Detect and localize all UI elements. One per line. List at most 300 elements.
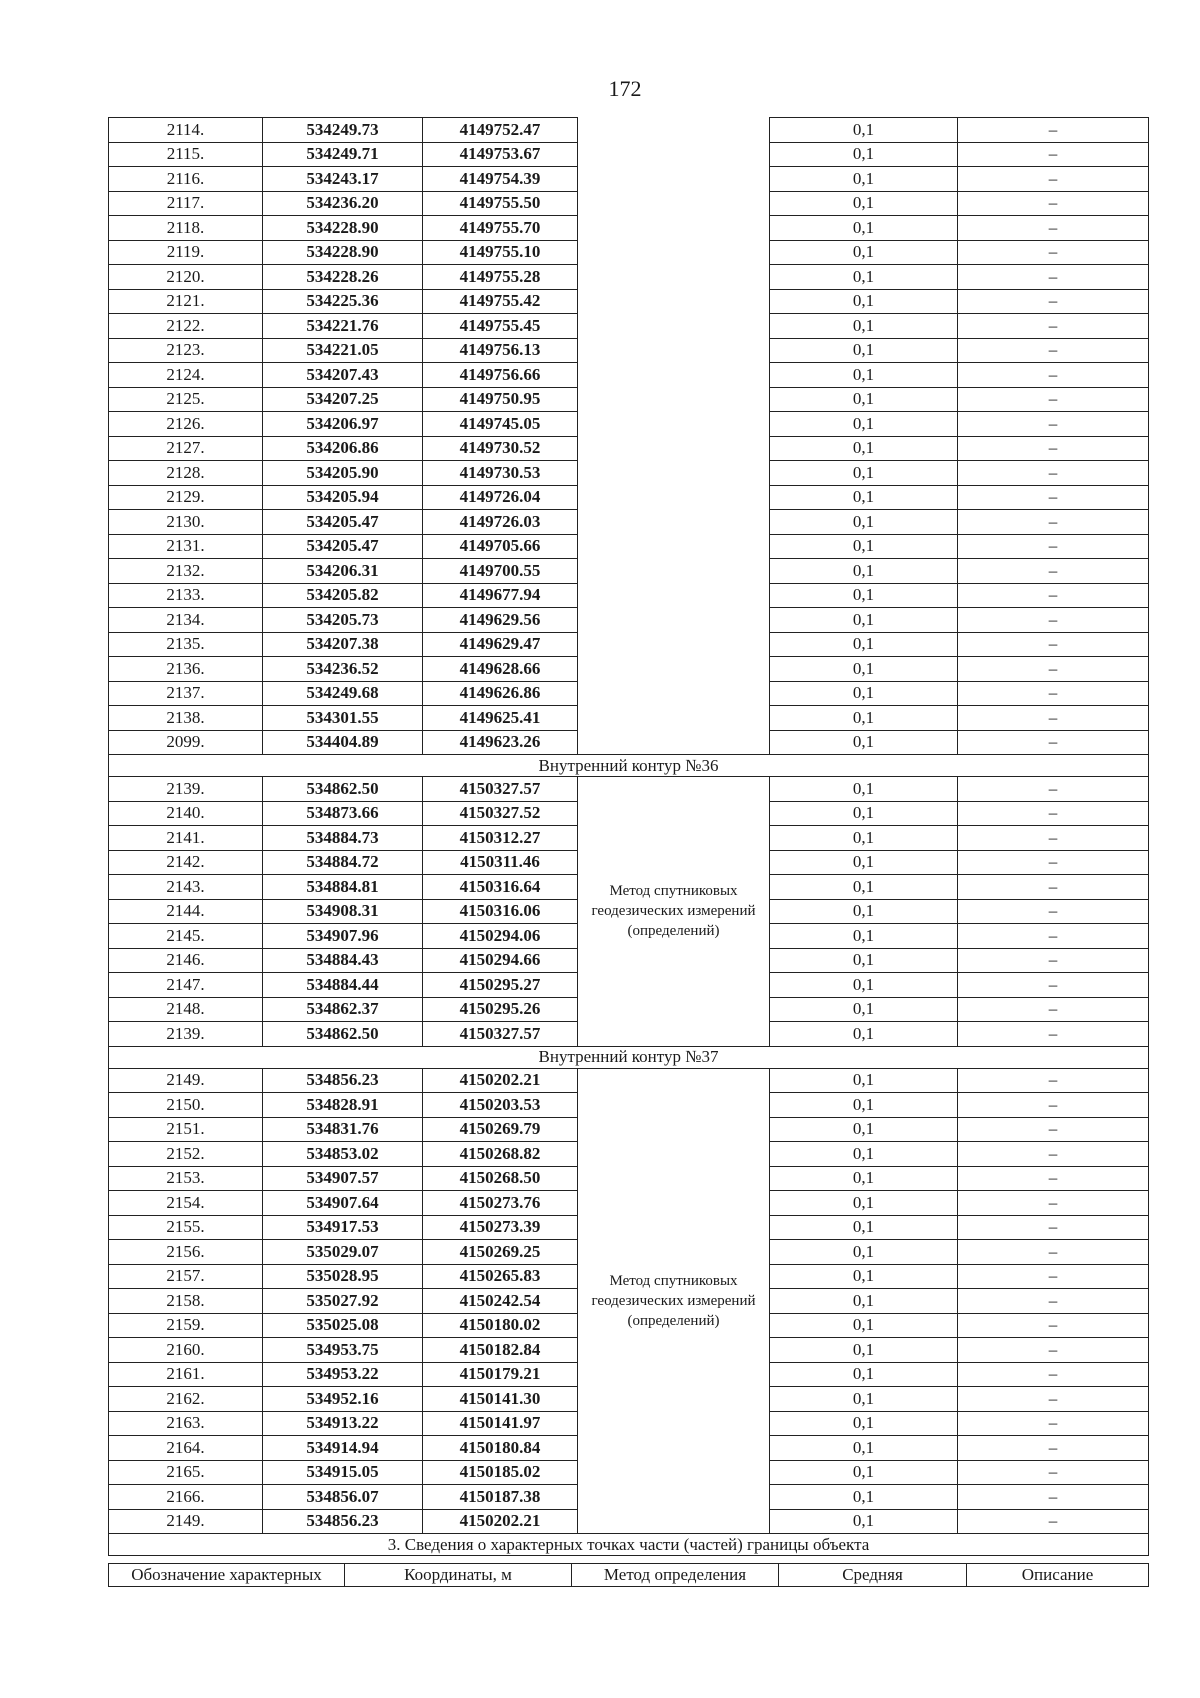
coordinate-x: 535029.07 xyxy=(263,1240,423,1265)
point-number: 2161. xyxy=(109,1362,263,1387)
coordinate-y: 4150316.64 xyxy=(423,875,578,900)
mean-error: 0,1 xyxy=(770,1166,958,1191)
coordinate-x: 534884.44 xyxy=(263,973,423,998)
coordinate-y: 4150273.39 xyxy=(423,1215,578,1240)
coordinate-y: 4149755.45 xyxy=(423,314,578,339)
description: – xyxy=(958,1313,1149,1338)
section-3-header-table xyxy=(108,1563,1149,1587)
mean-error: 0,1 xyxy=(770,826,958,851)
point-number: 2118. xyxy=(109,216,263,241)
mean-error: 0,1 xyxy=(770,1338,958,1363)
coordinate-y: 4149629.47 xyxy=(423,632,578,657)
mean-error: 0,1 xyxy=(770,1068,958,1093)
coordinate-x: 534907.96 xyxy=(263,924,423,949)
coordinate-y: 4149752.47 xyxy=(423,118,578,143)
point-number: 2130. xyxy=(109,510,263,535)
coordinate-y: 4149626.86 xyxy=(423,681,578,706)
point-number: 2165. xyxy=(109,1460,263,1485)
coordinate-x: 534828.91 xyxy=(263,1093,423,1118)
contour-37-title: Внутренний контур №37 xyxy=(109,1046,1149,1068)
description: – xyxy=(958,265,1149,290)
coordinate-y: 4149754.39 xyxy=(423,167,578,192)
description: – xyxy=(958,387,1149,412)
description: – xyxy=(958,608,1149,633)
coordinate-x: 534205.82 xyxy=(263,583,423,608)
description: – xyxy=(958,1509,1149,1534)
coordinate-y: 4150273.76 xyxy=(423,1191,578,1216)
table-row xyxy=(109,118,1149,143)
point-number: 2162. xyxy=(109,1387,263,1412)
coordinate-x: 534953.75 xyxy=(263,1338,423,1363)
description: – xyxy=(958,1166,1149,1191)
mean-error: 0,1 xyxy=(770,777,958,802)
coordinate-x: 534206.86 xyxy=(263,436,423,461)
section-3-header-row xyxy=(109,1564,1149,1587)
point-number: 2140. xyxy=(109,801,263,826)
coordinate-x: 534404.89 xyxy=(263,730,423,755)
contour-36-title-row xyxy=(109,755,1149,777)
coordinate-y: 4149730.53 xyxy=(423,461,578,486)
description: – xyxy=(958,899,1149,924)
coordinate-y: 4150141.30 xyxy=(423,1387,578,1412)
mean-error: 0,1 xyxy=(770,730,958,755)
mean-error: 0,1 xyxy=(770,875,958,900)
coordinate-x: 534228.90 xyxy=(263,216,423,241)
point-number: 2150. xyxy=(109,1093,263,1118)
coordinate-y: 4149756.66 xyxy=(423,363,578,388)
coordinate-x: 534884.81 xyxy=(263,875,423,900)
section-3-title: 3. Сведения о характерных точках части (частей) границы объекта xyxy=(109,1534,1149,1556)
coordinate-x: 534236.20 xyxy=(263,191,423,216)
point-number: 2129. xyxy=(109,485,263,510)
contour-37-title-row xyxy=(109,1046,1149,1068)
description: – xyxy=(958,534,1149,559)
coordinate-y: 4150202.21 xyxy=(423,1509,578,1534)
coordinate-x: 534236.52 xyxy=(263,657,423,682)
coordinate-y: 4150187.38 xyxy=(423,1485,578,1510)
coordinate-y: 4150327.52 xyxy=(423,801,578,826)
mean-error: 0,1 xyxy=(770,1117,958,1142)
point-number: 2127. xyxy=(109,436,263,461)
coordinate-x: 535028.95 xyxy=(263,1264,423,1289)
coordinate-y: 4150327.57 xyxy=(423,777,578,802)
mean-error: 0,1 xyxy=(770,1509,958,1534)
coordinate-y: 4149677.94 xyxy=(423,583,578,608)
mean-error: 0,1 xyxy=(770,1022,958,1047)
coordinate-y: 4149750.95 xyxy=(423,387,578,412)
coordinate-y: 4149623.26 xyxy=(423,730,578,755)
mean-error: 0,1 xyxy=(770,1436,958,1461)
coordinate-y: 4149726.03 xyxy=(423,510,578,535)
coordinate-x: 534862.50 xyxy=(263,1022,423,1047)
point-number: 2115. xyxy=(109,142,263,167)
coordinate-y: 4150269.79 xyxy=(423,1117,578,1142)
coordinate-y: 4149755.10 xyxy=(423,240,578,265)
mean-error: 0,1 xyxy=(770,314,958,339)
coordinate-x: 534884.72 xyxy=(263,850,423,875)
mean-error: 0,1 xyxy=(770,167,958,192)
coordinate-y: 4150182.84 xyxy=(423,1338,578,1363)
coordinate-x: 534206.97 xyxy=(263,412,423,437)
header-mean-error: Средняя xyxy=(779,1564,967,1587)
coordinate-x: 534917.53 xyxy=(263,1215,423,1240)
coordinate-x: 534228.26 xyxy=(263,265,423,290)
coordinate-y: 4149700.55 xyxy=(423,559,578,584)
contour-36-title: Внутренний контур №36 xyxy=(109,755,1149,777)
mean-error: 0,1 xyxy=(770,1289,958,1314)
point-number: 2160. xyxy=(109,1338,263,1363)
header-coordinates: Координаты, м xyxy=(345,1564,572,1587)
point-number: 2151. xyxy=(109,1117,263,1142)
coordinate-y: 4150141.97 xyxy=(423,1411,578,1436)
mean-error: 0,1 xyxy=(770,265,958,290)
coordinate-x: 534228.90 xyxy=(263,240,423,265)
coordinate-x: 534884.73 xyxy=(263,826,423,851)
coordinate-y: 4150268.82 xyxy=(423,1142,578,1167)
coordinate-y: 4150295.27 xyxy=(423,973,578,998)
point-number: 2139. xyxy=(109,777,263,802)
mean-error: 0,1 xyxy=(770,1240,958,1265)
description: – xyxy=(958,1117,1149,1142)
coordinate-y: 4150327.57 xyxy=(423,1022,578,1047)
coordinate-x: 534243.17 xyxy=(263,167,423,192)
coordinate-x: 534952.16 xyxy=(263,1387,423,1412)
coordinate-x: 534205.47 xyxy=(263,510,423,535)
description: – xyxy=(958,461,1149,486)
point-number: 2147. xyxy=(109,973,263,998)
point-number: 2114. xyxy=(109,118,263,143)
coordinate-y: 4150295.26 xyxy=(423,997,578,1022)
coordinate-y: 4149726.04 xyxy=(423,485,578,510)
description: – xyxy=(958,363,1149,388)
coordinate-x: 534249.71 xyxy=(263,142,423,167)
coordinate-y: 4149755.42 xyxy=(423,289,578,314)
description: – xyxy=(958,118,1149,143)
description: – xyxy=(958,826,1149,851)
header-description: Описание xyxy=(967,1564,1149,1587)
coordinate-x: 534862.37 xyxy=(263,997,423,1022)
point-number: 2121. xyxy=(109,289,263,314)
description: – xyxy=(958,997,1149,1022)
mean-error: 0,1 xyxy=(770,924,958,949)
mean-error: 0,1 xyxy=(770,118,958,143)
method-cell: Метод спутниковых геодезических измерений (определений) xyxy=(578,1068,770,1534)
point-number: 2099. xyxy=(109,730,263,755)
coordinate-y: 4150203.53 xyxy=(423,1093,578,1118)
description: – xyxy=(958,777,1149,802)
point-number: 2123. xyxy=(109,338,263,363)
point-number: 2152. xyxy=(109,1142,263,1167)
description: – xyxy=(958,730,1149,755)
coordinate-y: 4150294.06 xyxy=(423,924,578,949)
mean-error: 0,1 xyxy=(770,608,958,633)
mean-error: 0,1 xyxy=(770,997,958,1022)
coordinate-x: 534873.66 xyxy=(263,801,423,826)
coordinate-y: 4149629.56 xyxy=(423,608,578,633)
coordinate-y: 4150312.27 xyxy=(423,826,578,851)
point-number: 2153. xyxy=(109,1166,263,1191)
coordinate-y: 4150180.84 xyxy=(423,1436,578,1461)
mean-error: 0,1 xyxy=(770,240,958,265)
point-number: 2157. xyxy=(109,1264,263,1289)
mean-error: 0,1 xyxy=(770,412,958,437)
coordinate-y: 4149745.05 xyxy=(423,412,578,437)
coordinate-y: 4149705.66 xyxy=(423,534,578,559)
point-number: 2136. xyxy=(109,657,263,682)
description: – xyxy=(958,1436,1149,1461)
point-number: 2144. xyxy=(109,899,263,924)
mean-error: 0,1 xyxy=(770,948,958,973)
mean-error: 0,1 xyxy=(770,216,958,241)
description: – xyxy=(958,289,1149,314)
coordinate-x: 534206.31 xyxy=(263,559,423,584)
point-number: 2131. xyxy=(109,534,263,559)
point-number: 2124. xyxy=(109,363,263,388)
point-number: 2156. xyxy=(109,1240,263,1265)
point-number: 2163. xyxy=(109,1411,263,1436)
coordinate-x: 535025.08 xyxy=(263,1313,423,1338)
point-number: 2117. xyxy=(109,191,263,216)
mean-error: 0,1 xyxy=(770,338,958,363)
mean-error: 0,1 xyxy=(770,850,958,875)
page-number: 172 xyxy=(608,76,642,101)
description: – xyxy=(958,1215,1149,1240)
mean-error: 0,1 xyxy=(770,387,958,412)
point-number: 2166. xyxy=(109,1485,263,1510)
point-number: 2155. xyxy=(109,1215,263,1240)
mean-error: 0,1 xyxy=(770,1191,958,1216)
description: – xyxy=(958,167,1149,192)
header-point-designation: Обозначение характерных xyxy=(109,1564,345,1587)
coordinate-x: 534884.43 xyxy=(263,948,423,973)
coordinate-y: 4150202.21 xyxy=(423,1068,578,1093)
method-cell xyxy=(578,118,770,755)
description: – xyxy=(958,1068,1149,1093)
point-number: 2119. xyxy=(109,240,263,265)
description: – xyxy=(958,1264,1149,1289)
point-number: 2142. xyxy=(109,850,263,875)
point-number: 2159. xyxy=(109,1313,263,1338)
coordinate-y: 4149756.13 xyxy=(423,338,578,363)
description: – xyxy=(958,559,1149,584)
header-method: Метод определения xyxy=(572,1564,779,1587)
description: – xyxy=(958,1387,1149,1412)
mean-error: 0,1 xyxy=(770,681,958,706)
description: – xyxy=(958,924,1149,949)
mean-error: 0,1 xyxy=(770,436,958,461)
mean-error: 0,1 xyxy=(770,510,958,535)
description: – xyxy=(958,1142,1149,1167)
coordinate-y: 4149755.70 xyxy=(423,216,578,241)
coordinates-table xyxy=(108,117,1149,1556)
coordinate-x: 534908.31 xyxy=(263,899,423,924)
point-number: 2128. xyxy=(109,461,263,486)
mean-error: 0,1 xyxy=(770,801,958,826)
coordinate-x: 534914.94 xyxy=(263,1436,423,1461)
mean-error: 0,1 xyxy=(770,1093,958,1118)
description: – xyxy=(958,216,1149,241)
description: – xyxy=(958,1485,1149,1510)
description: – xyxy=(958,314,1149,339)
description: – xyxy=(958,240,1149,265)
coordinate-y: 4149755.50 xyxy=(423,191,578,216)
description: – xyxy=(958,948,1149,973)
description: – xyxy=(958,1411,1149,1436)
coordinate-y: 4150242.54 xyxy=(423,1289,578,1314)
coordinate-x: 534205.94 xyxy=(263,485,423,510)
coordinate-x: 534205.90 xyxy=(263,461,423,486)
coordinate-x: 534207.38 xyxy=(263,632,423,657)
coordinate-y: 4150265.83 xyxy=(423,1264,578,1289)
point-number: 2116. xyxy=(109,167,263,192)
coordinate-y: 4150268.50 xyxy=(423,1166,578,1191)
point-number: 2134. xyxy=(109,608,263,633)
coordinate-x: 534913.22 xyxy=(263,1411,423,1436)
point-number: 2137. xyxy=(109,681,263,706)
description: – xyxy=(958,1338,1149,1363)
description: – xyxy=(958,706,1149,731)
table-row xyxy=(109,777,1149,802)
point-number: 2148. xyxy=(109,997,263,1022)
point-number: 2145. xyxy=(109,924,263,949)
point-number: 2122. xyxy=(109,314,263,339)
description: – xyxy=(958,583,1149,608)
mean-error: 0,1 xyxy=(770,191,958,216)
description: – xyxy=(958,1289,1149,1314)
mean-error: 0,1 xyxy=(770,899,958,924)
mean-error: 0,1 xyxy=(770,1264,958,1289)
coordinate-y: 4150316.06 xyxy=(423,899,578,924)
coordinate-y: 4150294.66 xyxy=(423,948,578,973)
coordinate-x: 534205.73 xyxy=(263,608,423,633)
coordinate-y: 4150179.21 xyxy=(423,1362,578,1387)
description: – xyxy=(958,657,1149,682)
mean-error: 0,1 xyxy=(770,1387,958,1412)
point-number: 2139. xyxy=(109,1022,263,1047)
description: – xyxy=(958,338,1149,363)
description: – xyxy=(958,973,1149,998)
mean-error: 0,1 xyxy=(770,1142,958,1167)
coordinate-x: 534856.07 xyxy=(263,1485,423,1510)
description: – xyxy=(958,1191,1149,1216)
point-number: 2120. xyxy=(109,265,263,290)
point-number: 2138. xyxy=(109,706,263,731)
mean-error: 0,1 xyxy=(770,1411,958,1436)
point-number: 2143. xyxy=(109,875,263,900)
mean-error: 0,1 xyxy=(770,1460,958,1485)
mean-error: 0,1 xyxy=(770,534,958,559)
description: – xyxy=(958,191,1149,216)
coordinate-x: 534207.43 xyxy=(263,363,423,388)
coordinate-x: 534853.02 xyxy=(263,1142,423,1167)
point-number: 2125. xyxy=(109,387,263,412)
description: – xyxy=(958,1022,1149,1047)
coordinate-y: 4150180.02 xyxy=(423,1313,578,1338)
point-number: 2149. xyxy=(109,1068,263,1093)
description: – xyxy=(958,412,1149,437)
section-3-title-row xyxy=(109,1534,1149,1556)
coordinate-x: 534856.23 xyxy=(263,1509,423,1534)
point-number: 2141. xyxy=(109,826,263,851)
coordinate-x: 534915.05 xyxy=(263,1460,423,1485)
point-number: 2133. xyxy=(109,583,263,608)
coordinate-x: 534907.57 xyxy=(263,1166,423,1191)
point-number: 2132. xyxy=(109,559,263,584)
mean-error: 0,1 xyxy=(770,1485,958,1510)
coordinate-x: 534862.50 xyxy=(263,777,423,802)
mean-error: 0,1 xyxy=(770,142,958,167)
coordinate-x: 534225.36 xyxy=(263,289,423,314)
mean-error: 0,1 xyxy=(770,1215,958,1240)
description: – xyxy=(958,510,1149,535)
coordinate-x: 534221.76 xyxy=(263,314,423,339)
description: – xyxy=(958,632,1149,657)
coordinate-y: 4150185.02 xyxy=(423,1460,578,1485)
mean-error: 0,1 xyxy=(770,363,958,388)
description: – xyxy=(958,1460,1149,1485)
mean-error: 0,1 xyxy=(770,973,958,998)
mean-error: 0,1 xyxy=(770,657,958,682)
coordinate-x: 534907.64 xyxy=(263,1191,423,1216)
coordinate-x: 534207.25 xyxy=(263,387,423,412)
coordinate-x: 534249.68 xyxy=(263,681,423,706)
coordinate-y: 4149625.41 xyxy=(423,706,578,731)
coordinate-y: 4149753.67 xyxy=(423,142,578,167)
mean-error: 0,1 xyxy=(770,632,958,657)
description: – xyxy=(958,1240,1149,1265)
coordinate-y: 4150269.25 xyxy=(423,1240,578,1265)
coordinate-x: 534221.05 xyxy=(263,338,423,363)
coordinate-x: 534831.76 xyxy=(263,1117,423,1142)
mean-error: 0,1 xyxy=(770,583,958,608)
method-cell: Метод спутниковых геодезических измерений (определений) xyxy=(578,777,770,1047)
mean-error: 0,1 xyxy=(770,1313,958,1338)
description: – xyxy=(958,875,1149,900)
mean-error: 0,1 xyxy=(770,706,958,731)
description: – xyxy=(958,850,1149,875)
coordinate-y: 4150311.46 xyxy=(423,850,578,875)
mean-error: 0,1 xyxy=(770,485,958,510)
point-number: 2164. xyxy=(109,1436,263,1461)
mean-error: 0,1 xyxy=(770,559,958,584)
point-number: 2146. xyxy=(109,948,263,973)
description: – xyxy=(958,1093,1149,1118)
mean-error: 0,1 xyxy=(770,1362,958,1387)
coordinate-x: 535027.92 xyxy=(263,1289,423,1314)
coordinate-x: 534953.22 xyxy=(263,1362,423,1387)
description: – xyxy=(958,801,1149,826)
coordinate-y: 4149628.66 xyxy=(423,657,578,682)
mean-error: 0,1 xyxy=(770,461,958,486)
description: – xyxy=(958,485,1149,510)
description: – xyxy=(958,681,1149,706)
description: – xyxy=(958,436,1149,461)
coordinate-x: 534301.55 xyxy=(263,706,423,731)
coordinate-x: 534205.47 xyxy=(263,534,423,559)
mean-error: 0,1 xyxy=(770,289,958,314)
table-row xyxy=(109,1068,1149,1093)
description: – xyxy=(958,142,1149,167)
point-number: 2149. xyxy=(109,1509,263,1534)
coordinate-y: 4149730.52 xyxy=(423,436,578,461)
point-number: 2154. xyxy=(109,1191,263,1216)
coordinate-x: 534856.23 xyxy=(263,1068,423,1093)
point-number: 2135. xyxy=(109,632,263,657)
coordinate-y: 4149755.28 xyxy=(423,265,578,290)
coordinate-x: 534249.73 xyxy=(263,118,423,143)
point-number: 2158. xyxy=(109,1289,263,1314)
description: – xyxy=(958,1362,1149,1387)
